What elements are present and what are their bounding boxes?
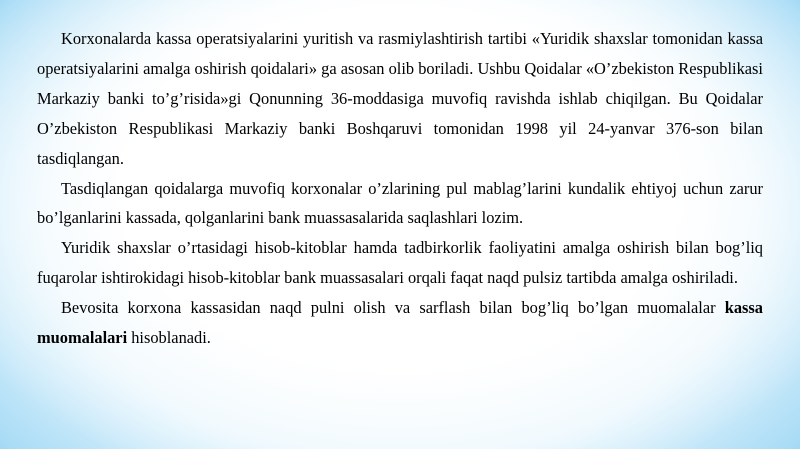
paragraph-4-text-before: Bevosita korxona kassasidan naqd pulni olish va sarflash bilan bog’liq bo’lgan muomalalar [61,298,725,318]
paragraph-2: Tasdiqlangan qoidalarga muvofiq korxonalar o’zlarining pul mablag’larini kundalik ehtiyoj uchun zarur bo’lganlarini kassada, qolganlarini bank muassasalarida saqlashlari lozim. [37,178,763,228]
term-kassa-muomalalari: kassa muomalalari [37,298,763,348]
paragraph-4-text-after: hisoblanadi. [127,328,211,348]
paragraph-1: Korxonalarda kassa operatsiyalarini yuritish va rasmiylashtirish tartibi «Yuridik shaxslar tomonidan kassa operatsiyalarini amalga oshirish qoidalari» ga asosan olib boriladi. Ushbu Qoidalar «O’zbekiston Respublikasi Markaziy banki to’g’risida»gi Qonunning 36-moddasiga muvofiq ravishda ishlab chiqilgan. Bu Qoidalar O’zbekiston Respublikasi Markaziy banki Boshqaruvi tomonidan 1998 yil 24-yanvar 376-son bilan tasdiqlangan. [37,29,763,168]
paragraph-4 [37,293,763,353]
paragraph-3: Yuridik shaxslar o’rtasidagi hisob-kitoblar hamda tadbirkorlik faoliyatini amalga oshirish bilan bog’liq fuqarolar ishtirokidagi hisob-kitoblar bank muassasalari orqali faqat naqd pulsiz tartibda amalga oshiriladi. [37,238,763,288]
slide-body-text [37,24,763,353]
